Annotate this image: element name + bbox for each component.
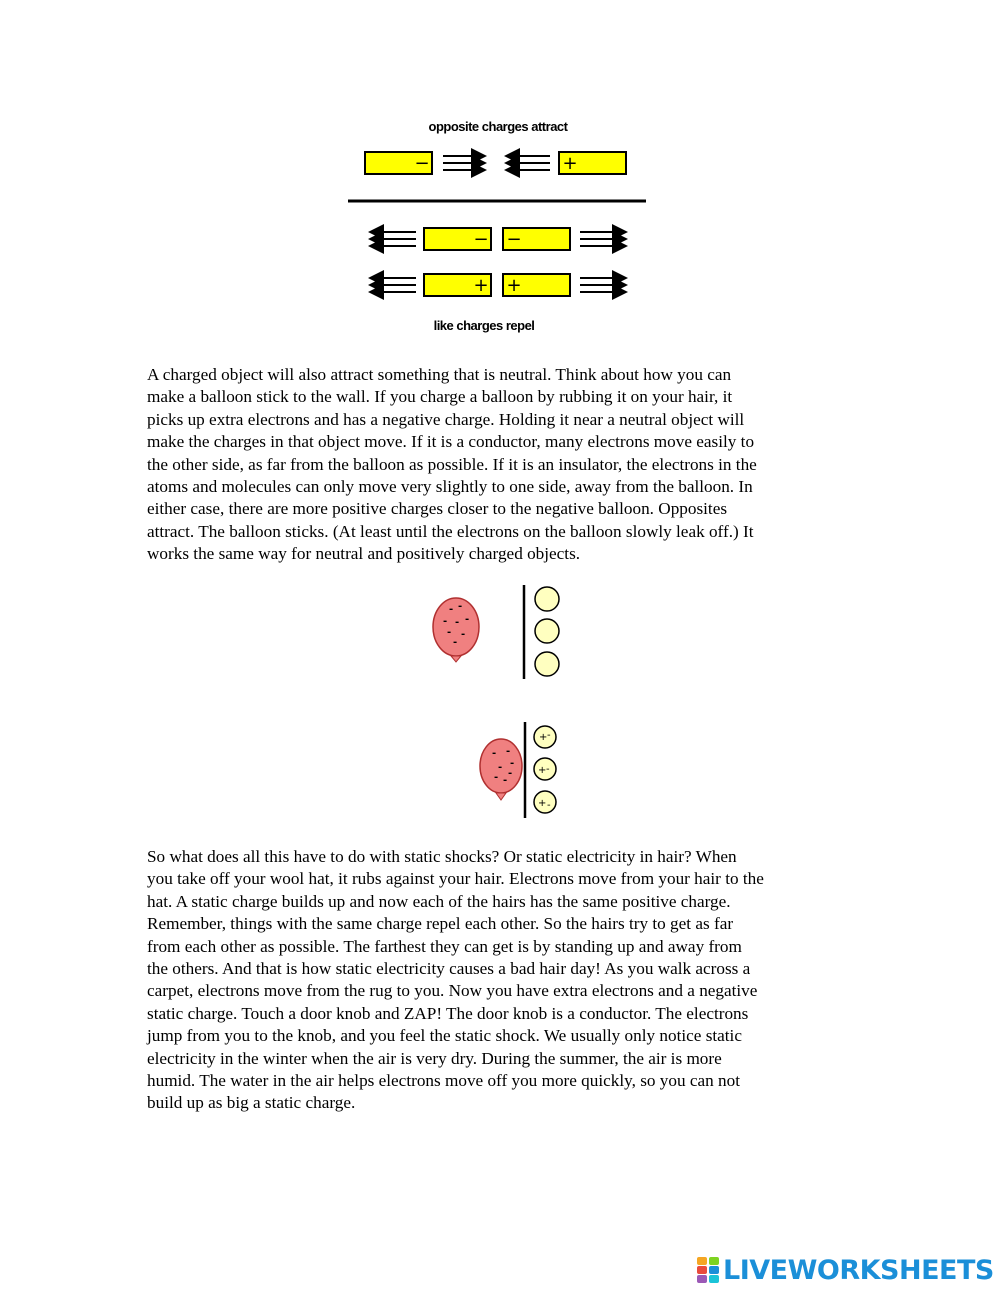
neutral-spheres [535, 587, 559, 676]
svg-text:-: - [461, 629, 466, 640]
svg-text:-: - [498, 762, 503, 773]
svg-text:+: + [539, 732, 548, 743]
paragraph-balloon [147, 364, 862, 566]
text-line: make a balloon stick to the wall. If you charge a balloon by rubbing it on your hair, it [147, 387, 733, 407]
balloon [433, 598, 479, 662]
text-line: picks up extra electrons and has a negative charge. Holding it near a neutral object will [147, 409, 745, 429]
svg-text:-: - [503, 775, 508, 786]
attract-row [365, 152, 626, 174]
negative-sign: − [473, 229, 489, 250]
text-line: either case, there are more positive charges closer to the negative balloon. Opposites [147, 499, 728, 519]
balloon-figure-neutral [425, 582, 570, 682]
positive-sign: + [473, 275, 489, 296]
repel-positive-row [370, 274, 626, 296]
logo-icon [697, 1257, 719, 1283]
text-line: make the charges in that object move. If it is a conductor, many electrons move easily to [147, 432, 755, 452]
charges-diagram [340, 115, 660, 345]
text-line: works the same way for neutral and positively charged objects. [147, 544, 581, 564]
repel-negative-row [370, 228, 626, 250]
left-arrows [506, 156, 550, 170]
svg-text:-: - [453, 637, 458, 648]
svg-text:+: + [538, 765, 547, 776]
svg-text:-: - [455, 617, 460, 628]
positive-sign: + [562, 153, 578, 174]
text-line: jump from you to the knob, and you feel the static shock. We usually only notice static [147, 1026, 742, 1046]
text-line: the other side, as far from the balloon as possible. If it is an insulator, the electrons in the [147, 454, 757, 474]
svg-text:-: - [458, 601, 463, 612]
negative-sign: − [414, 153, 430, 174]
brand-name: LIVEWORKSHEETS [723, 1254, 994, 1286]
text-line: static charge. Touch a door knob and ZAP! The door knob is a conductor. The electrons [147, 1003, 749, 1023]
svg-text:-: - [510, 758, 515, 769]
text-line: from each other as possible. The farthest they can get is by standing up and away from [147, 936, 742, 956]
text-line: build up as big a static charge. [147, 1093, 356, 1113]
svg-text:-: - [492, 748, 497, 759]
svg-text:-: - [449, 604, 454, 615]
right-arrows [443, 156, 485, 170]
balloon [480, 739, 522, 800]
svg-text:-: - [506, 746, 511, 757]
charges-figure [340, 115, 660, 345]
text-line: the others. And that is how static electricity causes a bad hair day! As you walk across a [147, 959, 751, 979]
paragraph-static-shock [147, 846, 862, 1115]
svg-text:-: - [546, 764, 550, 775]
balloon-figure-attracted [470, 720, 570, 820]
text-line: So what does all this have to do with static shocks? Or static electricity in hair? When [147, 847, 737, 866]
text-line: you take off your wool hat, it rubs against your hair. Electrons move from your hair to the [147, 869, 764, 889]
text-line: attract. The balloon sticks. (At least until the electrons on the balloon slowly leak off.) It [147, 521, 754, 541]
svg-text:+: + [538, 798, 547, 809]
text-line: humid. The water in the air helps electrons move off you more quickly, so you can not [147, 1071, 740, 1091]
text-line: A charged object will also attract something that is neutral. Think about how you can [147, 365, 732, 384]
text-line: carpet, electrons move from the rug to you. Now you have extra electrons and a negative [147, 981, 758, 1001]
svg-text:-: - [494, 772, 499, 783]
text-line: electricity in the winter when the air is very dry. During the summer, the air is more [147, 1048, 722, 1068]
svg-text:-: - [508, 768, 513, 779]
text-line: atoms and molecules can only move very slightly to one side, away from the balloon. In [147, 477, 753, 497]
text-line: Remember, things with the same charge repel each other. So the hairs try to get as far [147, 914, 734, 934]
svg-text:-: - [465, 614, 470, 625]
positive-sign: + [506, 275, 522, 296]
svg-text:-: - [443, 616, 448, 627]
text-line: hat. A static charge builds up and now each of the hairs has the same positive charge. [147, 891, 731, 911]
like-charges-caption: like charges repel [433, 318, 535, 333]
svg-text:-: - [547, 800, 551, 811]
negative-sign: − [506, 229, 522, 250]
liveworksheets-logo[interactable] [697, 1255, 994, 1285]
svg-text:-: - [547, 730, 551, 741]
svg-text:-: - [447, 627, 452, 638]
opposite-charges-caption: opposite charges attract [428, 119, 568, 134]
